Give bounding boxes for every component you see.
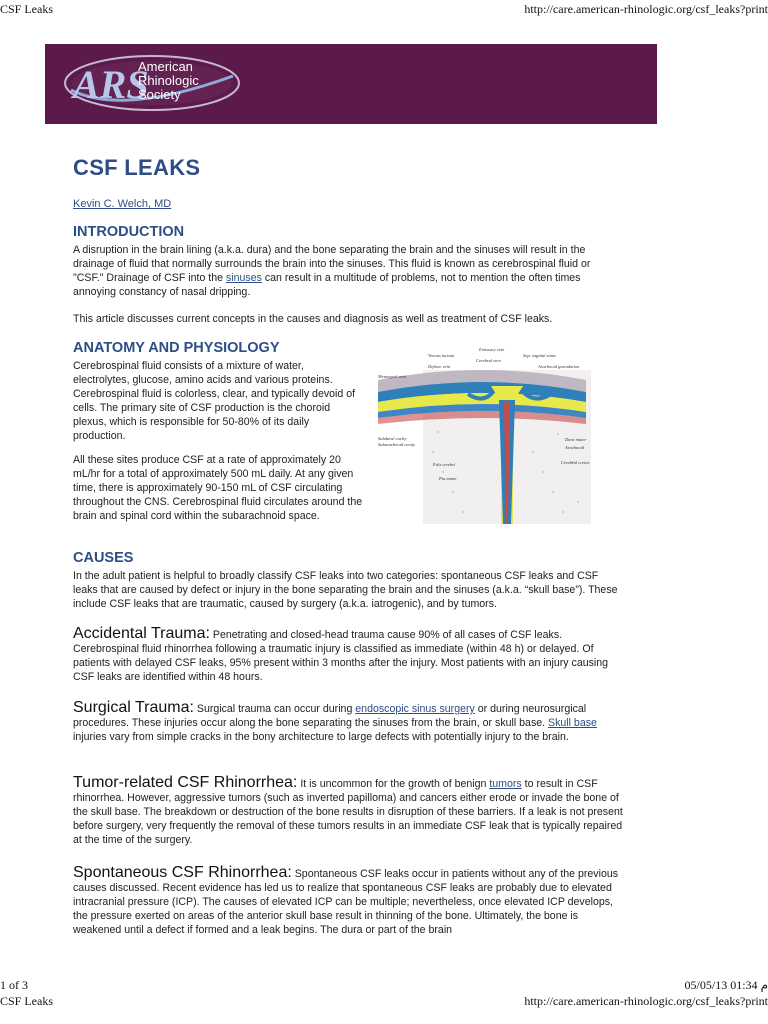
figure-label: Falx cerebri bbox=[433, 462, 456, 467]
spontaneous-text: Spontaneous CSF leaks occur in patients without any of the previous causes discussed. Recent evidence has led us to realize that spontaneous CSF leaks are probably due to elevated intracranial pressure (ICP). The causes of elevated ICP can be multiple; nevertheless, once elevated ICP develops, the pressure exerted on areas of the anterior skull base result in thinning of the bone. Ultimately, the bone is weakened until a defect if formed and a leak begins. The dura or part of the brain bbox=[73, 868, 619, 937]
accidental-trauma-text: Penetrating and closed-head trauma cause 90% of all cases of CSF leaks. Cerebrospinal fluid rhinorrhea following a traumatic injury is classified as immediate (within 48 h) or delayed. Of patients with delayed CSF leaks, 95% present within 3 months after the injury. Most patients with an injury causing CSF leaks are identified within 48 hours. bbox=[73, 629, 609, 684]
intro-paragraph bbox=[73, 243, 623, 299]
print-header-url: http://care.american-rhinologic.org/csf_leaks?print bbox=[524, 2, 768, 16]
accidental-trauma-paragraph bbox=[73, 627, 623, 684]
anatomy-heading: ANATOMY AND PHYSIOLOGY bbox=[73, 340, 280, 356]
surgical-trauma-paragraph bbox=[73, 701, 623, 744]
surgical-text: or during neurosurgical procedures. These injuries occur along the bone separating the sinuses from the brain, or skull base. bbox=[73, 703, 587, 730]
author bbox=[73, 198, 171, 210]
intro-paragraph-2: This article discusses current concepts in the causes and diagnosis as well as treatment of CSF leaks. bbox=[73, 313, 553, 325]
print-header-title: CSF Leaks bbox=[0, 2, 54, 16]
intro-heading: INTRODUCTION bbox=[73, 224, 185, 240]
intro-text: can result in a multitude of problems, not to mention the often times annoying constancy of nasal dripping. bbox=[73, 272, 581, 299]
figure-label: Pia mater bbox=[439, 476, 457, 481]
tumor-text: It is uncommon for the growth of benign bbox=[297, 778, 490, 790]
figure-label: Dura mater bbox=[565, 437, 587, 442]
author-link[interactable]: Kevin C. Welch, MD bbox=[73, 198, 172, 210]
accidental-trauma-heading: Accidental Trauma: bbox=[73, 625, 210, 642]
skull-base-link[interactable]: Skull base bbox=[548, 717, 597, 730]
logo-text bbox=[138, 60, 199, 102]
meninges-diagram bbox=[373, 342, 591, 524]
page-title: CSF LEAKS bbox=[73, 155, 201, 180]
surgical-trauma-heading: Surgical Trauma: bbox=[73, 699, 194, 716]
surgical-text: injuries vary from simple cracks in the bony architecture to large defects with potentially injury to the brain. bbox=[73, 731, 569, 744]
logo-line: American bbox=[138, 59, 193, 74]
figure-label: Arachnoid bbox=[565, 445, 584, 450]
logo-line: Rhinologic bbox=[138, 73, 199, 88]
print-datetime: 05/05/13 01:34 م bbox=[684, 978, 768, 992]
figure-label: Meningeal vein bbox=[378, 374, 406, 379]
figure-label: Subdural cavity bbox=[378, 436, 407, 441]
causes-paragraph: In the adult patient is helpful to broadly classify CSF leaks into two categories: spontaneous CSF leaks and CSF leaks that are caused by defect or injury in the bone separating the brain and the sinuses (a.k.a. “skull base”). These include CSF leaks that are traumatic, caused by surgery (a.k.a. iatrogenic), and by tumors. bbox=[73, 570, 618, 611]
logo-mark: ARS bbox=[73, 62, 149, 107]
figure-label: Arachnoid granulation bbox=[538, 364, 580, 369]
causes-heading: CAUSES bbox=[73, 550, 134, 566]
page-number: 1 of 3 bbox=[0, 978, 28, 992]
print-footer-title: CSF Leaks bbox=[0, 994, 54, 1008]
endoscopic-sinus-surgery-link[interactable]: endoscopic sinus surgery bbox=[355, 703, 475, 715]
figure-label: Cerebral vein bbox=[476, 358, 501, 363]
intro-text: A disruption in the brain lining (a.k.a. dura) and the bone separating the brain and the sinuses will result in the drainage of fluid that normally surrounds the brain into the sinuses. This fluid is known as cerebrospinal fluid or "CSF." Drainage of CSF into the bbox=[73, 244, 591, 285]
surgical-text: Surgical trauma can occur during bbox=[193, 703, 356, 715]
anatomy-paragraph-1: Cerebrospinal fluid consists of a mixture of water, electrolytes, glucose, amino acids and various proteins. Cerebrospinal fluid is colorless, clear, and typically devoid of cells. The primary site of CSF production is the choroid plexus, which is responsible for 50-80% of its daily production. bbox=[73, 360, 356, 443]
tumor-heading: Tumor-related CSF Rhinorrhea: bbox=[73, 774, 298, 791]
figure-label: Diploic vein bbox=[428, 364, 451, 369]
figure-label: Sup. sagittal sinus bbox=[523, 353, 556, 358]
figure-label: Subarachnoid cavity bbox=[378, 442, 416, 447]
figure-label: Cerebral cortex bbox=[561, 460, 590, 465]
site-banner bbox=[45, 44, 657, 124]
tumor-text: to result in CSF rhinorrhea. However, aggressive tumors (such as inverted papilloma) and cancers either erode or invade the bone of the skull base. The breakdown or destruction of the bone results in disruption of these barriers. If a leak is not present before surgery, very frequently the removal of these tumors results in an immediate CSF leak that is typically repaired at the time of the surgery. bbox=[73, 778, 623, 847]
spontaneous-heading: Spontaneous CSF Rhinorrhea: bbox=[73, 864, 292, 881]
tumors-link[interactable]: tumors bbox=[489, 778, 522, 790]
figure-label: Emissary vein bbox=[479, 347, 505, 352]
logo-line: Society bbox=[138, 87, 181, 102]
print-footer-url: http://care.american-rhinologic.org/csf_leaks?print bbox=[524, 994, 768, 1008]
sinuses-link[interactable]: sinuses bbox=[225, 272, 262, 285]
spontaneous-paragraph bbox=[73, 866, 623, 937]
figure-label: Venous lacuna bbox=[428, 353, 455, 358]
tumor-paragraph bbox=[73, 776, 623, 847]
anatomy-paragraph-2: All these sites produce CSF at a rate of approximately 20 mL/hr for a total of approximately 500 mL daily. At any given time, there is approximately 90-150 mL of CSF circulating throughout the CNS. Cerebrospinal fluid circulates around the brain and spinal cord within the subarachnoid space. bbox=[73, 454, 363, 523]
